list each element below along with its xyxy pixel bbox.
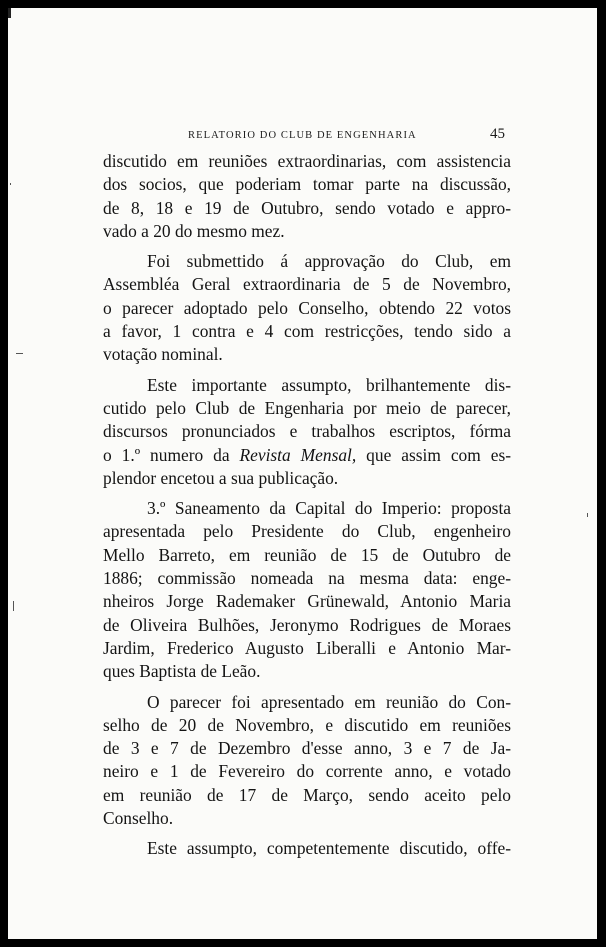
scan-speck — [587, 513, 588, 517]
scan-speck — [8, 8, 11, 18]
paragraph — [103, 250, 511, 366]
text-line: cutido pelo Club de Engenharia por meio de parecer, — [103, 397, 511, 418]
text-line: de 8, 18 e 19 de Outubro, sendo votado e appro- — [103, 197, 511, 218]
text-line: Foi submettido á approvação do Club, em — [147, 251, 511, 272]
page-number: 45 — [490, 126, 505, 142]
text-line: dos socios, que poderiam tomar parte na discussão, — [103, 174, 511, 195]
text-segment: que assim com es- — [356, 444, 511, 465]
text-line: de 3 e 7 de Dezembro d'esse anno, 3 e 7 de Ja- — [103, 738, 511, 759]
journal-title: Revista Mensal, — [239, 444, 357, 465]
scan-speck — [16, 353, 23, 354]
text-line: 1886; commissão nomeada na mesma data: enge- — [103, 568, 511, 589]
text-line: votação nominal. — [103, 344, 223, 365]
text-line: Mello Barreto, em reunião de 15 de Outubro de — [103, 544, 511, 565]
paragraph — [103, 150, 511, 243]
paragraph — [103, 497, 511, 683]
text-line: Este assumpto, competentemente discutido, offe- — [147, 838, 511, 859]
text-line: 3.º Saneamento da Capital do Imperio: proposta — [147, 498, 511, 519]
text-line: ques Baptista de Leão. — [103, 661, 261, 682]
text-segment: o 1.º numero da — [103, 444, 240, 465]
scan-speck — [10, 183, 11, 185]
text-line: em reunião de 17 de Março, sendo aceito pelo — [103, 784, 511, 805]
body-text — [103, 150, 511, 861]
text-line: discursos pronunciados e trabalhos escriptos, fórma — [103, 421, 511, 442]
text-line: plendor encetou a sua publicação. — [103, 467, 339, 488]
text-line: nheiros Jorge Rademaker Grünewald, Antonio Maria — [103, 591, 511, 612]
text-line: o parecer adoptado pelo Conselho, obtendo 22 votos — [103, 297, 511, 318]
paragraph — [103, 837, 511, 860]
text-line: Conselho. — [103, 808, 174, 829]
text-line: vado a 20 do mesmo mez. — [103, 220, 285, 241]
text-line: O parecer foi apresentado em reunião do Con- — [147, 691, 511, 712]
running-head: RELATORIO DO CLUB DE ENGENHARIA — [188, 130, 417, 141]
text-line — [103, 444, 511, 467]
text-line: a favor, 1 contra e 4 com restricções, tendo sido a — [103, 321, 511, 342]
text-line: de Oliveira Bulhões, Jeronymo Rodrigues de Moraes — [103, 614, 511, 635]
scanned-page — [8, 8, 597, 939]
text-line: Este importante assumpto, brilhantemente dis- — [147, 374, 511, 395]
text-line: Assembléa Geral extraordinaria de 5 de Novembro, — [103, 274, 511, 295]
paragraph — [103, 691, 511, 831]
text-line: apresentada pelo Presidente do Club, engenheiro — [103, 521, 511, 542]
text-line: selho de 20 de Novembro, e discutido em reuniões — [103, 714, 511, 735]
paragraph — [103, 374, 511, 490]
text-line: neiro e 1 de Fevereiro do corrente anno, e votado — [103, 761, 511, 782]
text-line: Jardim, Frederico Augusto Liberalli e Antonio Mar- — [103, 637, 511, 658]
page-header — [8, 126, 597, 148]
scan-speck — [13, 601, 14, 611]
text-line: discutido em reuniões extraordinarias, com assistencia — [103, 151, 511, 171]
